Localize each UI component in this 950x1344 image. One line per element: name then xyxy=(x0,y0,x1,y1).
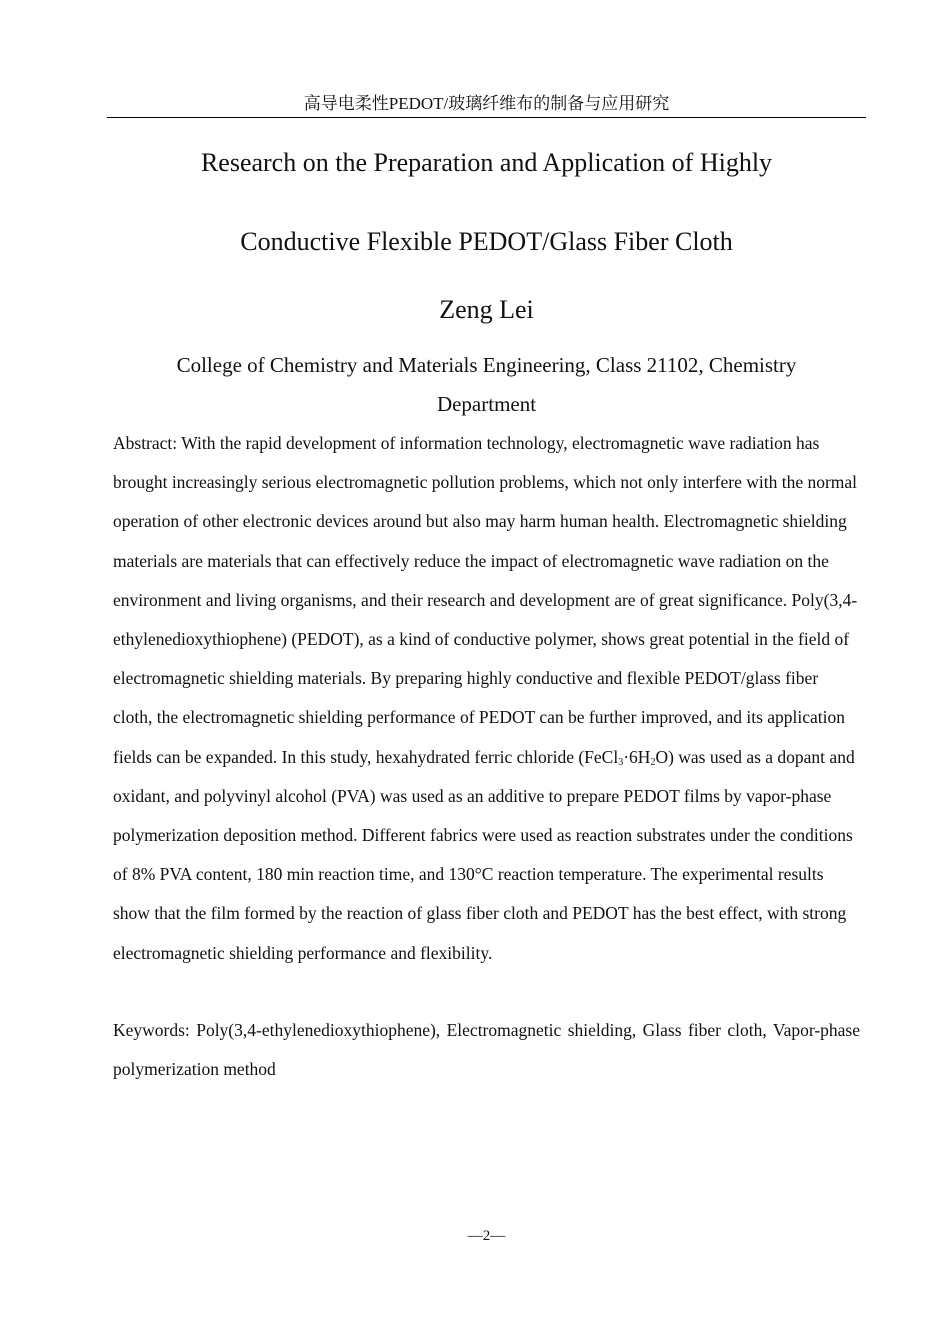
page-number: —2— xyxy=(467,1228,506,1244)
author-name: Zeng Lei xyxy=(439,295,534,324)
abstract-text-part-3: O) was used as a dopant and oxidant, and polyvinyl alcohol (PVA) was used as an additive to prepare PEDOT films by vapor-phase polymerization deposition method. Different fabrics were used as reaction substrates under the conditions of 8% PVA content, 180 min reaction time, and 130°C reaction temperature. The experimental results show that the film formed by the reaction of glass fiber cloth and PEDOT has the best effect, with strong electromagnetic shielding performance and flexibility. xyxy=(113,746,855,963)
paper-title-line-2: Conductive Flexible PEDOT/Glass Fiber Cloth xyxy=(240,227,733,256)
abstract-subscript-1: 3 xyxy=(618,756,624,768)
running-header: 高导电柔性PEDOT/玻璃纤维布的制备与应用研究 xyxy=(107,93,866,118)
abstract-subscript-2: 2 xyxy=(650,756,656,768)
keywords-paragraph: Keywords: Poly(3,4-ethylenedioxythiophene), Electromagnetic shielding, Glass fiber cloth, Vapor-phase polymerization method xyxy=(113,1020,860,1080)
abstract-text-part-2: ·6H xyxy=(623,746,651,767)
paper-title-line-1: Research on the Preparation and Application of Highly xyxy=(200,148,773,177)
abstract-text-part-1: Abstract: With the rapid development of information technology, electromagnetic wave radiation has brought increasingly serious electromagnetic pollution problems, which not only interfere with the normal operation of other electronic devices around but also may harm human health. Electromagnetic shielding materials are materials that can effectively reduce the impact of electromagnetic wave radiation on the environment and living organisms, and their research and development are of great significance. Poly(3,4-ethylenedioxythiophene) (PEDOT), as a kind of conductive polymer, shows great potential in the field of electromagnetic shielding materials. By preparing highly conductive and flexible PEDOT/glass fiber cloth, the electromagnetic shielding performance of PEDOT can be further improved, and its application fields can be expanded. In this study, hexahydrated ferric chloride (FeCl xyxy=(113,433,858,767)
author-affiliation: College of Chemistry and Materials Engineering, Class 21102, Chemistry Department xyxy=(176,353,797,416)
abstract-paragraph xyxy=(113,424,860,973)
